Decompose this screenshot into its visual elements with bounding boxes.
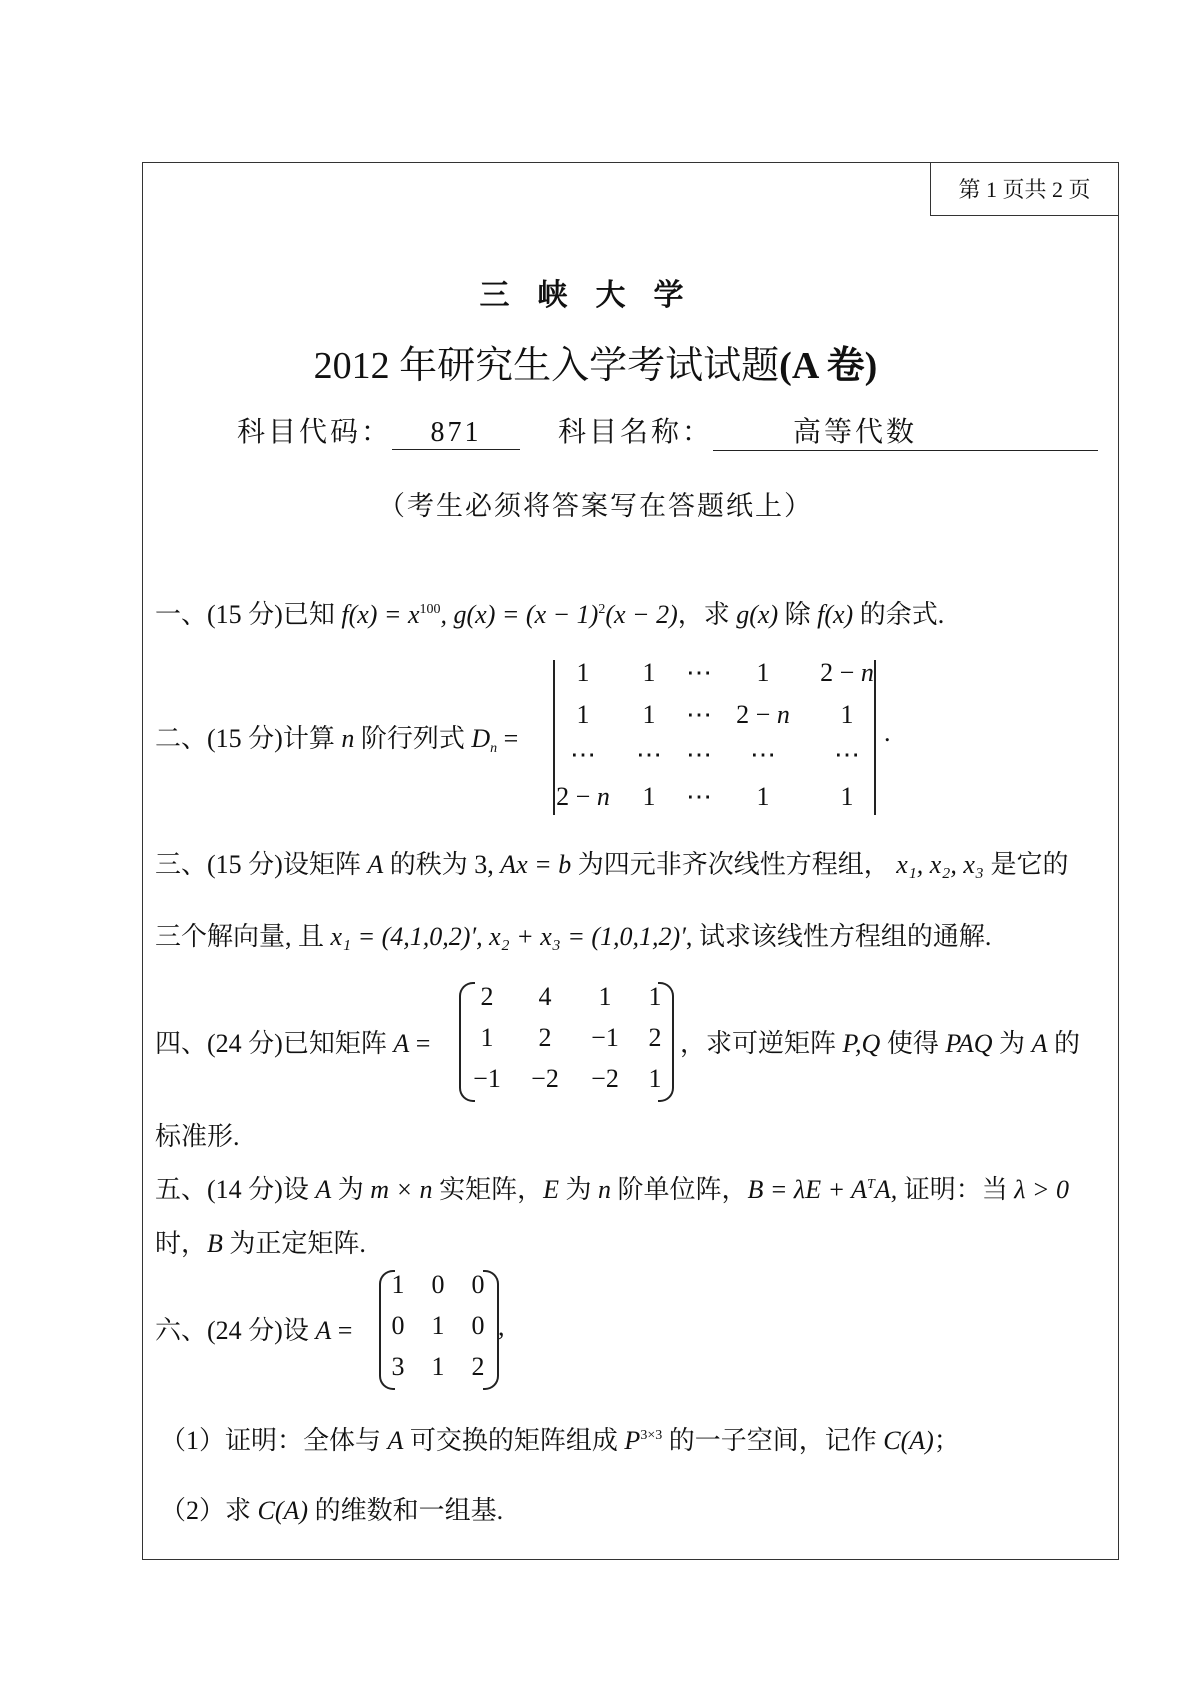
q4-text: 使得	[880, 1029, 946, 1058]
q5-text: 实矩阵，	[432, 1175, 544, 1204]
q4-math: P,Q	[842, 1029, 881, 1058]
q6-math: C(A)	[257, 1496, 309, 1525]
matrix-cell: 2	[648, 1023, 662, 1052]
q5-text: 阶单位阵，	[610, 1175, 748, 1204]
matrix-cell: 2	[538, 1023, 552, 1052]
question-3-line-2	[155, 916, 991, 953]
q1-exp: 2	[598, 602, 606, 617]
question-6	[155, 1310, 352, 1347]
matrix-cell: ⋯	[636, 740, 662, 769]
matrix-cell: 1	[642, 700, 656, 729]
matrix-cell: ⋯	[686, 740, 712, 769]
matrix-cell: 1	[391, 1270, 405, 1299]
matrix-cell: 0	[471, 1270, 485, 1299]
q5-math: A,	[874, 1175, 898, 1204]
q1-text: ，求	[677, 600, 737, 629]
q6-comma: ,	[498, 1312, 505, 1341]
question-5-line-1	[155, 1169, 1069, 1206]
q1-exp: 100	[419, 602, 441, 617]
question-1	[155, 594, 944, 631]
matrix-cell: −2	[531, 1064, 559, 1093]
q3-text: 三、(15 分)设矩阵	[155, 850, 368, 879]
matrix-cell: 1	[648, 1064, 662, 1093]
subject-code-label: 科目代码：	[237, 417, 393, 448]
subject-name: 高等代数	[793, 417, 918, 448]
question-6-part-2	[160, 1490, 503, 1527]
question-4	[155, 1023, 430, 1060]
q5-text: 为	[331, 1175, 371, 1204]
matrix-cell: ⋯	[570, 740, 596, 769]
q6-text: ；	[933, 1426, 960, 1455]
question-4-line-2: 标准形.	[155, 1122, 240, 1151]
q6-math: A	[315, 1316, 332, 1345]
q6-text: 的一子空间，记作	[662, 1426, 884, 1455]
matrix-cell: 1	[576, 700, 590, 729]
q1-text: 除	[778, 600, 818, 629]
matrix-cell: 0	[431, 1270, 445, 1299]
q6-math: P	[624, 1426, 641, 1455]
q5-math: B = λE + A	[747, 1175, 868, 1204]
matrix-cell: 1	[840, 782, 854, 811]
q6-math: C(A)	[883, 1426, 934, 1455]
q1-math: (x − 2)	[605, 600, 678, 629]
q5-text: 为	[558, 1175, 598, 1204]
q3-text: 的秩为 3,	[383, 850, 501, 879]
q6-text: 六、(24 分)设	[155, 1316, 316, 1345]
matrix-cell: 0	[471, 1311, 485, 1340]
q4-math: PAQ	[945, 1029, 993, 1058]
q2-text: 二、(15 分)计算	[155, 724, 342, 753]
q2-text: 阶行列式	[354, 724, 472, 753]
q4-text: 为	[992, 1029, 1032, 1058]
q5-math: A	[315, 1175, 332, 1204]
q2-math: n	[341, 724, 355, 753]
subject-line	[237, 410, 1098, 451]
matrix-cell: −1	[473, 1064, 501, 1093]
q3-math: A	[367, 850, 384, 879]
subject-name-label: 科目名称：	[558, 417, 714, 448]
q2-text: =	[497, 724, 519, 753]
q4-text: 的	[1047, 1029, 1080, 1058]
title-suffix: (A 卷)	[779, 345, 878, 387]
matrix-cell: 1	[642, 658, 656, 687]
q4-math: A	[393, 1029, 410, 1058]
q3-text: 为四元非齐次线性方程组，	[571, 850, 897, 879]
q4-math: A	[1031, 1029, 1048, 1058]
matrix-cell: ⋯	[750, 740, 776, 769]
matrix-cell: 2	[471, 1352, 485, 1381]
page-indicator: 第 1 页共 2 页	[930, 162, 1118, 216]
answer-sheet-note: （考生必须将答案写在答题纸上）	[378, 491, 813, 521]
question-2	[155, 718, 518, 757]
matrix-cell: ⋯	[686, 658, 712, 687]
q6-text: 可交换的矩阵组成	[403, 1426, 625, 1455]
matrix-cell: 3	[391, 1352, 405, 1381]
matrix-cell: 2 − n	[736, 700, 790, 729]
q5-math: m × n	[370, 1175, 433, 1204]
q3-text: 是它的	[983, 850, 1069, 879]
question-5-line-2	[155, 1223, 366, 1260]
matrix-cell: 1	[642, 782, 656, 811]
q4-text: ，求可逆矩阵	[680, 1029, 843, 1058]
matrix-cell: 0	[391, 1311, 405, 1340]
q5-math: E	[543, 1175, 559, 1204]
matrix-cell: 1	[431, 1352, 445, 1381]
q5-math: λ > 0	[1014, 1175, 1070, 1204]
q4-text: 四、(24 分)已知矩阵	[155, 1029, 394, 1058]
matrix-cell: 2 − n	[820, 658, 874, 687]
matrix-cell: 1	[480, 1023, 494, 1052]
q1-math: f(x)	[817, 600, 854, 629]
q3-math: x₁ = (4,1,0,2)′, x₂ + x₃ = (1,0,1,2)′	[330, 922, 686, 951]
matrix-cell: 1	[648, 982, 662, 1011]
q1-math: g(x)	[736, 600, 779, 629]
question-4-cont	[680, 1023, 1080, 1060]
q2-sub: n	[490, 741, 498, 756]
q1-math: f	[341, 600, 349, 629]
matrix-cell: 4	[538, 982, 552, 1011]
q1-text: 的余式.	[853, 600, 945, 629]
q1-math: (x) = x	[348, 600, 420, 629]
q5-text: 五、(14 分)设	[155, 1175, 316, 1204]
q5-exp: T	[867, 1177, 875, 1192]
q2-math: D	[471, 724, 491, 753]
matrix-cell: −1	[591, 1023, 619, 1052]
matrix-cell: 1	[756, 658, 770, 687]
matrix-cell: 2	[480, 982, 494, 1011]
q2-period: .	[884, 718, 891, 747]
q6-text: 的维数和一组基.	[308, 1496, 504, 1525]
matrix-cell: ⋯	[686, 700, 712, 729]
q1-text: 一、(15 分)已知	[155, 600, 342, 629]
exam-title	[0, 334, 1191, 389]
matrix-cell: 2 − n	[556, 782, 610, 811]
q3-text: , 试求该线性方程组的通解.	[685, 922, 992, 951]
q1-math: , g(x) = (x − 1)	[440, 600, 599, 629]
q5-text: 时，	[155, 1229, 208, 1258]
question-6-part-1	[160, 1420, 960, 1457]
question-3-line-1	[155, 844, 1068, 881]
q3-math: Ax = b	[500, 850, 572, 879]
matrix-cell: 1	[576, 658, 590, 687]
q6-math: A	[387, 1426, 404, 1455]
q5-math: n	[597, 1175, 611, 1204]
subject-name-field	[713, 410, 1098, 451]
matrix-cell: 1	[598, 982, 612, 1011]
q3-math: x₁, x₂, x₃	[896, 850, 984, 879]
q6-text: （2）求	[160, 1496, 258, 1525]
matrix-cell: ⋯	[834, 740, 860, 769]
matrix-cell: −2	[591, 1064, 619, 1093]
university-name: 三峡大学	[479, 278, 712, 313]
q6-text: （1）证明：全体与	[160, 1426, 388, 1455]
q5-text: 为正定矩阵.	[222, 1229, 366, 1258]
q5-math: B	[207, 1229, 223, 1258]
q3-text: 三个解向量, 且	[155, 922, 331, 951]
q5-text: 证明：当	[897, 1175, 1015, 1204]
q6-text: =	[331, 1316, 353, 1345]
subject-code: 871	[392, 417, 520, 450]
matrix-cell: 1	[756, 782, 770, 811]
title-main: 2012 年研究生入学考试试题	[313, 345, 780, 387]
matrix-cell: ⋯	[686, 782, 712, 811]
q4-text: =	[409, 1029, 431, 1058]
matrix-cell: 1	[840, 700, 854, 729]
q6-exp: 3×3	[640, 1428, 663, 1443]
matrix-cell: 1	[431, 1311, 445, 1340]
